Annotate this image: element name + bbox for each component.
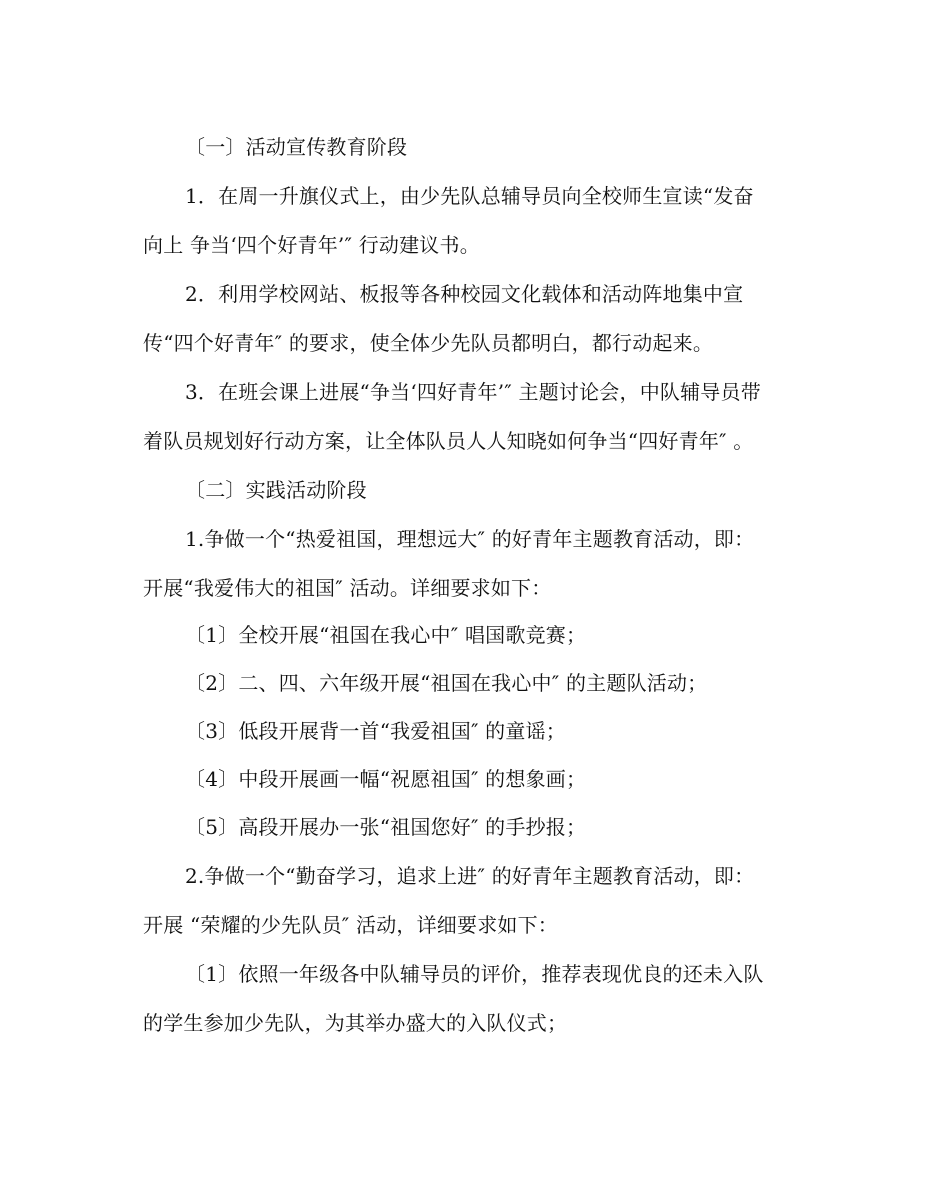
paragraph-line: 1．在周一升旗仪式上，由少先队总辅导员向全校师生宣读“发奋 [185,184,754,208]
paragraph-line: 〔1〕依照一年级各中队辅导员的评价，推荐表现优良的还未入队 [185,962,764,986]
list-item: 〔3〕低段开展背一首“我爱祖国″ 的童谣； [185,719,566,743]
list-item: 〔1〕全校开展“祖国在我心中″ 唱国歌竞赛； [185,623,587,647]
list-item: 〔2〕二、四、六年级开展“祖国在我心中″ 的主题队活动； [185,671,708,695]
paragraph-line: 传“四个好青年″ 的要求，使全体少先队员都明白，都行动起来。 [143,331,714,355]
section-heading-1: 〔一〕活动宣传教育阶段 [185,135,408,159]
paragraph-line: 开展 “荣耀的少先队员″ 活动，详细要求如下： [143,913,559,937]
list-item: 〔4〕中段开展画一幅“祝愿祖国″ 的想象画； [185,767,587,791]
paragraph-line: 着队员规划好行动方案，让全体队员人人知晓如何争当“四好青年″ 。 [143,429,754,453]
paragraph-line: 3．在班会课上进展“争当‘四好青年’″ 主题讨论会，中队辅导员带 [185,380,761,404]
list-item: 〔5〕高段开展办一张“祖国您好″ 的手抄报； [185,815,587,839]
paragraph-line: 开展“我爱伟大的祖国″ 活动。详细要求如下： [143,576,552,600]
paragraph-line: 2.争做一个“勤奋学习，追求上进″ 的好青年主题教育活动，即： [185,864,755,888]
paragraph-line: 2．利用学校网站、板报等各种校园文化载体和活动阵地集中宣 [185,282,744,306]
paragraph-line: 的学生参加少先队，为其举办盛大的入队仪式； [143,1011,568,1035]
section-heading-2: 〔二〕实践活动阶段 [185,478,367,502]
paragraph-line: 1.争做一个“热爱祖国，理想远大″ 的好青年主题教育活动，即： [185,527,755,551]
paragraph-line: 向上 争当‘四个好青年’″ 行动建议书。 [143,233,480,257]
